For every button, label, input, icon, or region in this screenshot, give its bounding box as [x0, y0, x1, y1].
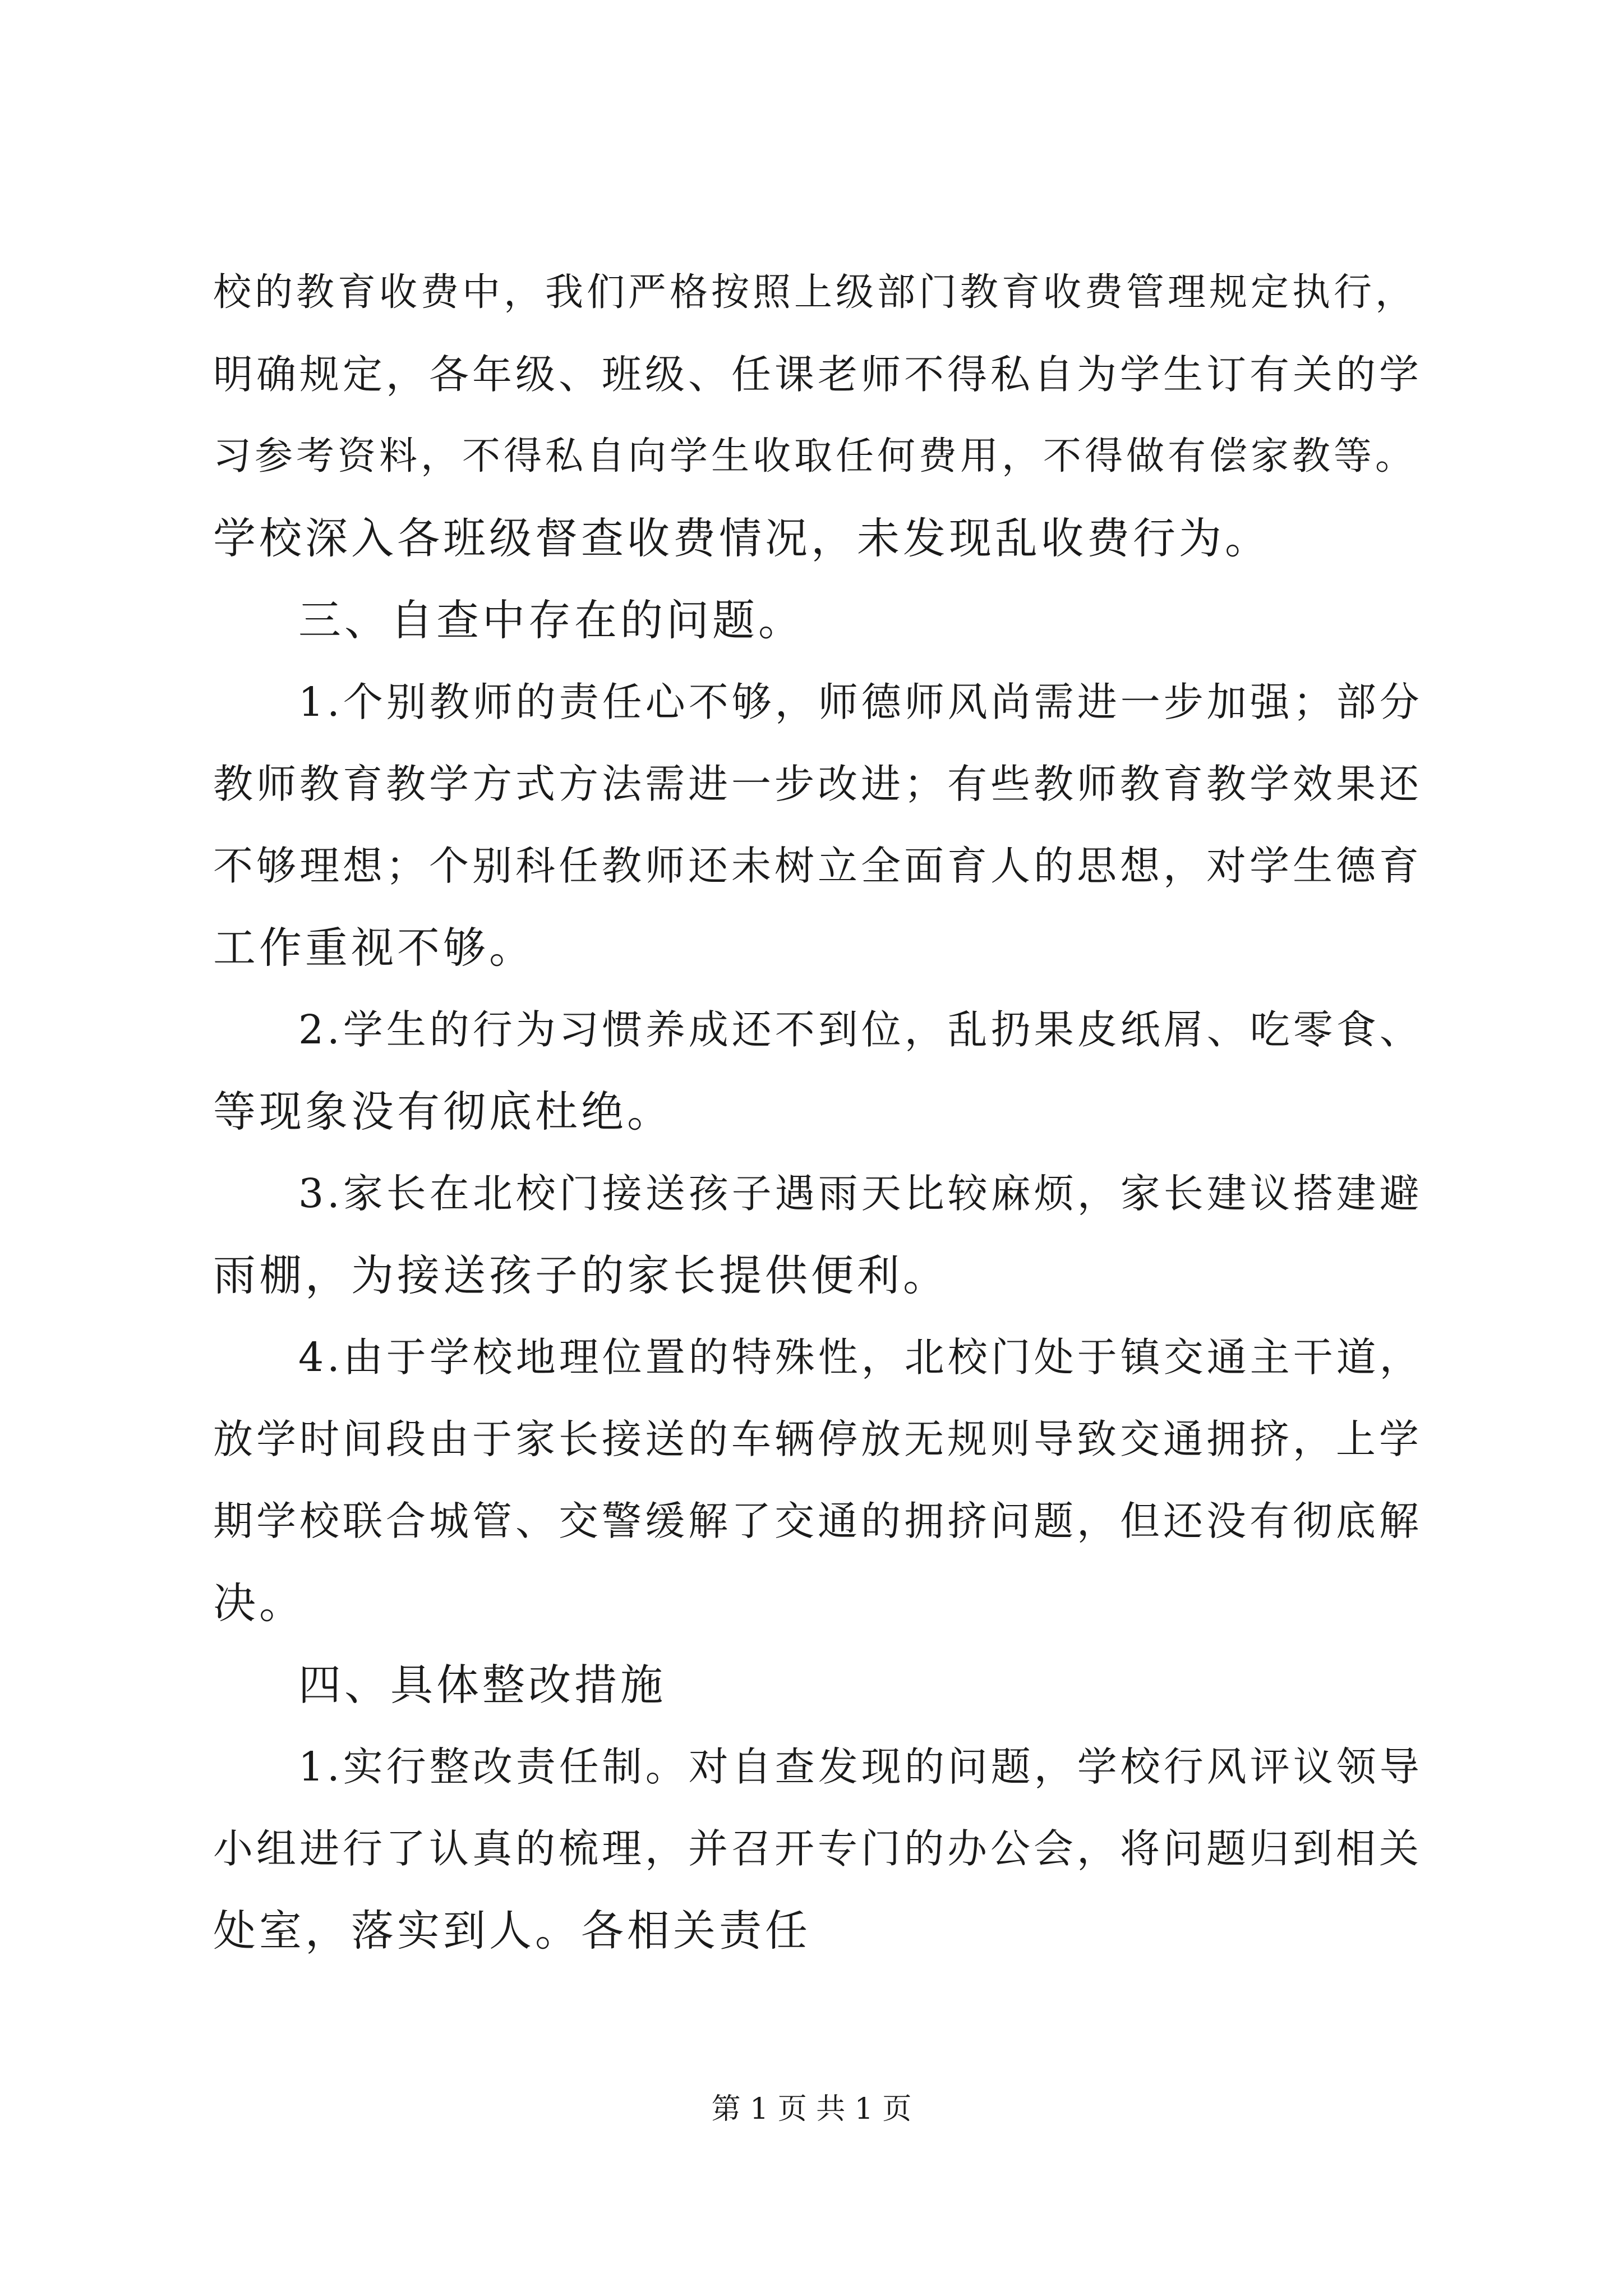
body-line: 工作重视不够。	[213, 923, 535, 973]
body-line: 放学时间段由于家长接送的车辆停放无规则导致交通拥挤，上学	[213, 1416, 1423, 1462]
body-line: 学校深入各班级督查收费情况，未发现乱收费行为。	[213, 513, 1271, 563]
body-line: 教师教育教学方式方法需进一步改进；有些教师教育教学效果还	[213, 761, 1423, 807]
body-line: 3.家长在北校门接送孩子遇雨天比较麻烦，家长建议搭建避	[298, 1170, 1423, 1217]
body-line: 2.学生的行为习惯养成还不到位，乱扔果皮纸屑、吃零食、	[298, 1006, 1423, 1053]
body-line: 1.个别教师的责任心不够，师德师风尚需进一步加强；部分	[298, 679, 1423, 725]
body-line: 雨棚，为接送孩子的家长提供便利。	[213, 1250, 949, 1300]
page-footer: 第 1 页 共 1 页	[711, 2092, 912, 2126]
body-line: 习参考资料，不得私自向学生收取任何费用，不得做有偿家教等。	[213, 434, 1417, 478]
body-line: 决。	[213, 1578, 305, 1628]
body-line: 期学校联合城管、交警缓解了交通的拥挤问题，但还没有彻底解	[213, 1498, 1423, 1544]
body-line: 处室，落实到人。各相关责任	[213, 1906, 811, 1955]
body-line: 等现象没有彻底杜绝。	[213, 1087, 673, 1137]
body-line: 校的教育收费中，我们严格按照上级部门教育收费管理规定执行，	[213, 270, 1417, 315]
body-line: 4.由于学校地理位置的特殊性，北校门处于镇交通主干道，	[298, 1334, 1423, 1381]
body-line: 明确规定，各年级、班级、任课老师不得私自为学生订有关的学	[213, 351, 1423, 398]
body-line: 1.实行整改责任制。对自查发现的问题，学校行风评议领导	[298, 1743, 1423, 1790]
section-heading: 四、具体整改措施	[298, 1660, 666, 1710]
body-line: 小组进行了认真的梳理，并召开专门的办公会，将问题归到相关	[213, 1825, 1423, 1872]
section-heading: 三、自查中存在的问题。	[298, 595, 804, 645]
body-line: 不够理想；个别科任教师还未树立全面育人的思想，对学生德育	[213, 843, 1423, 889]
